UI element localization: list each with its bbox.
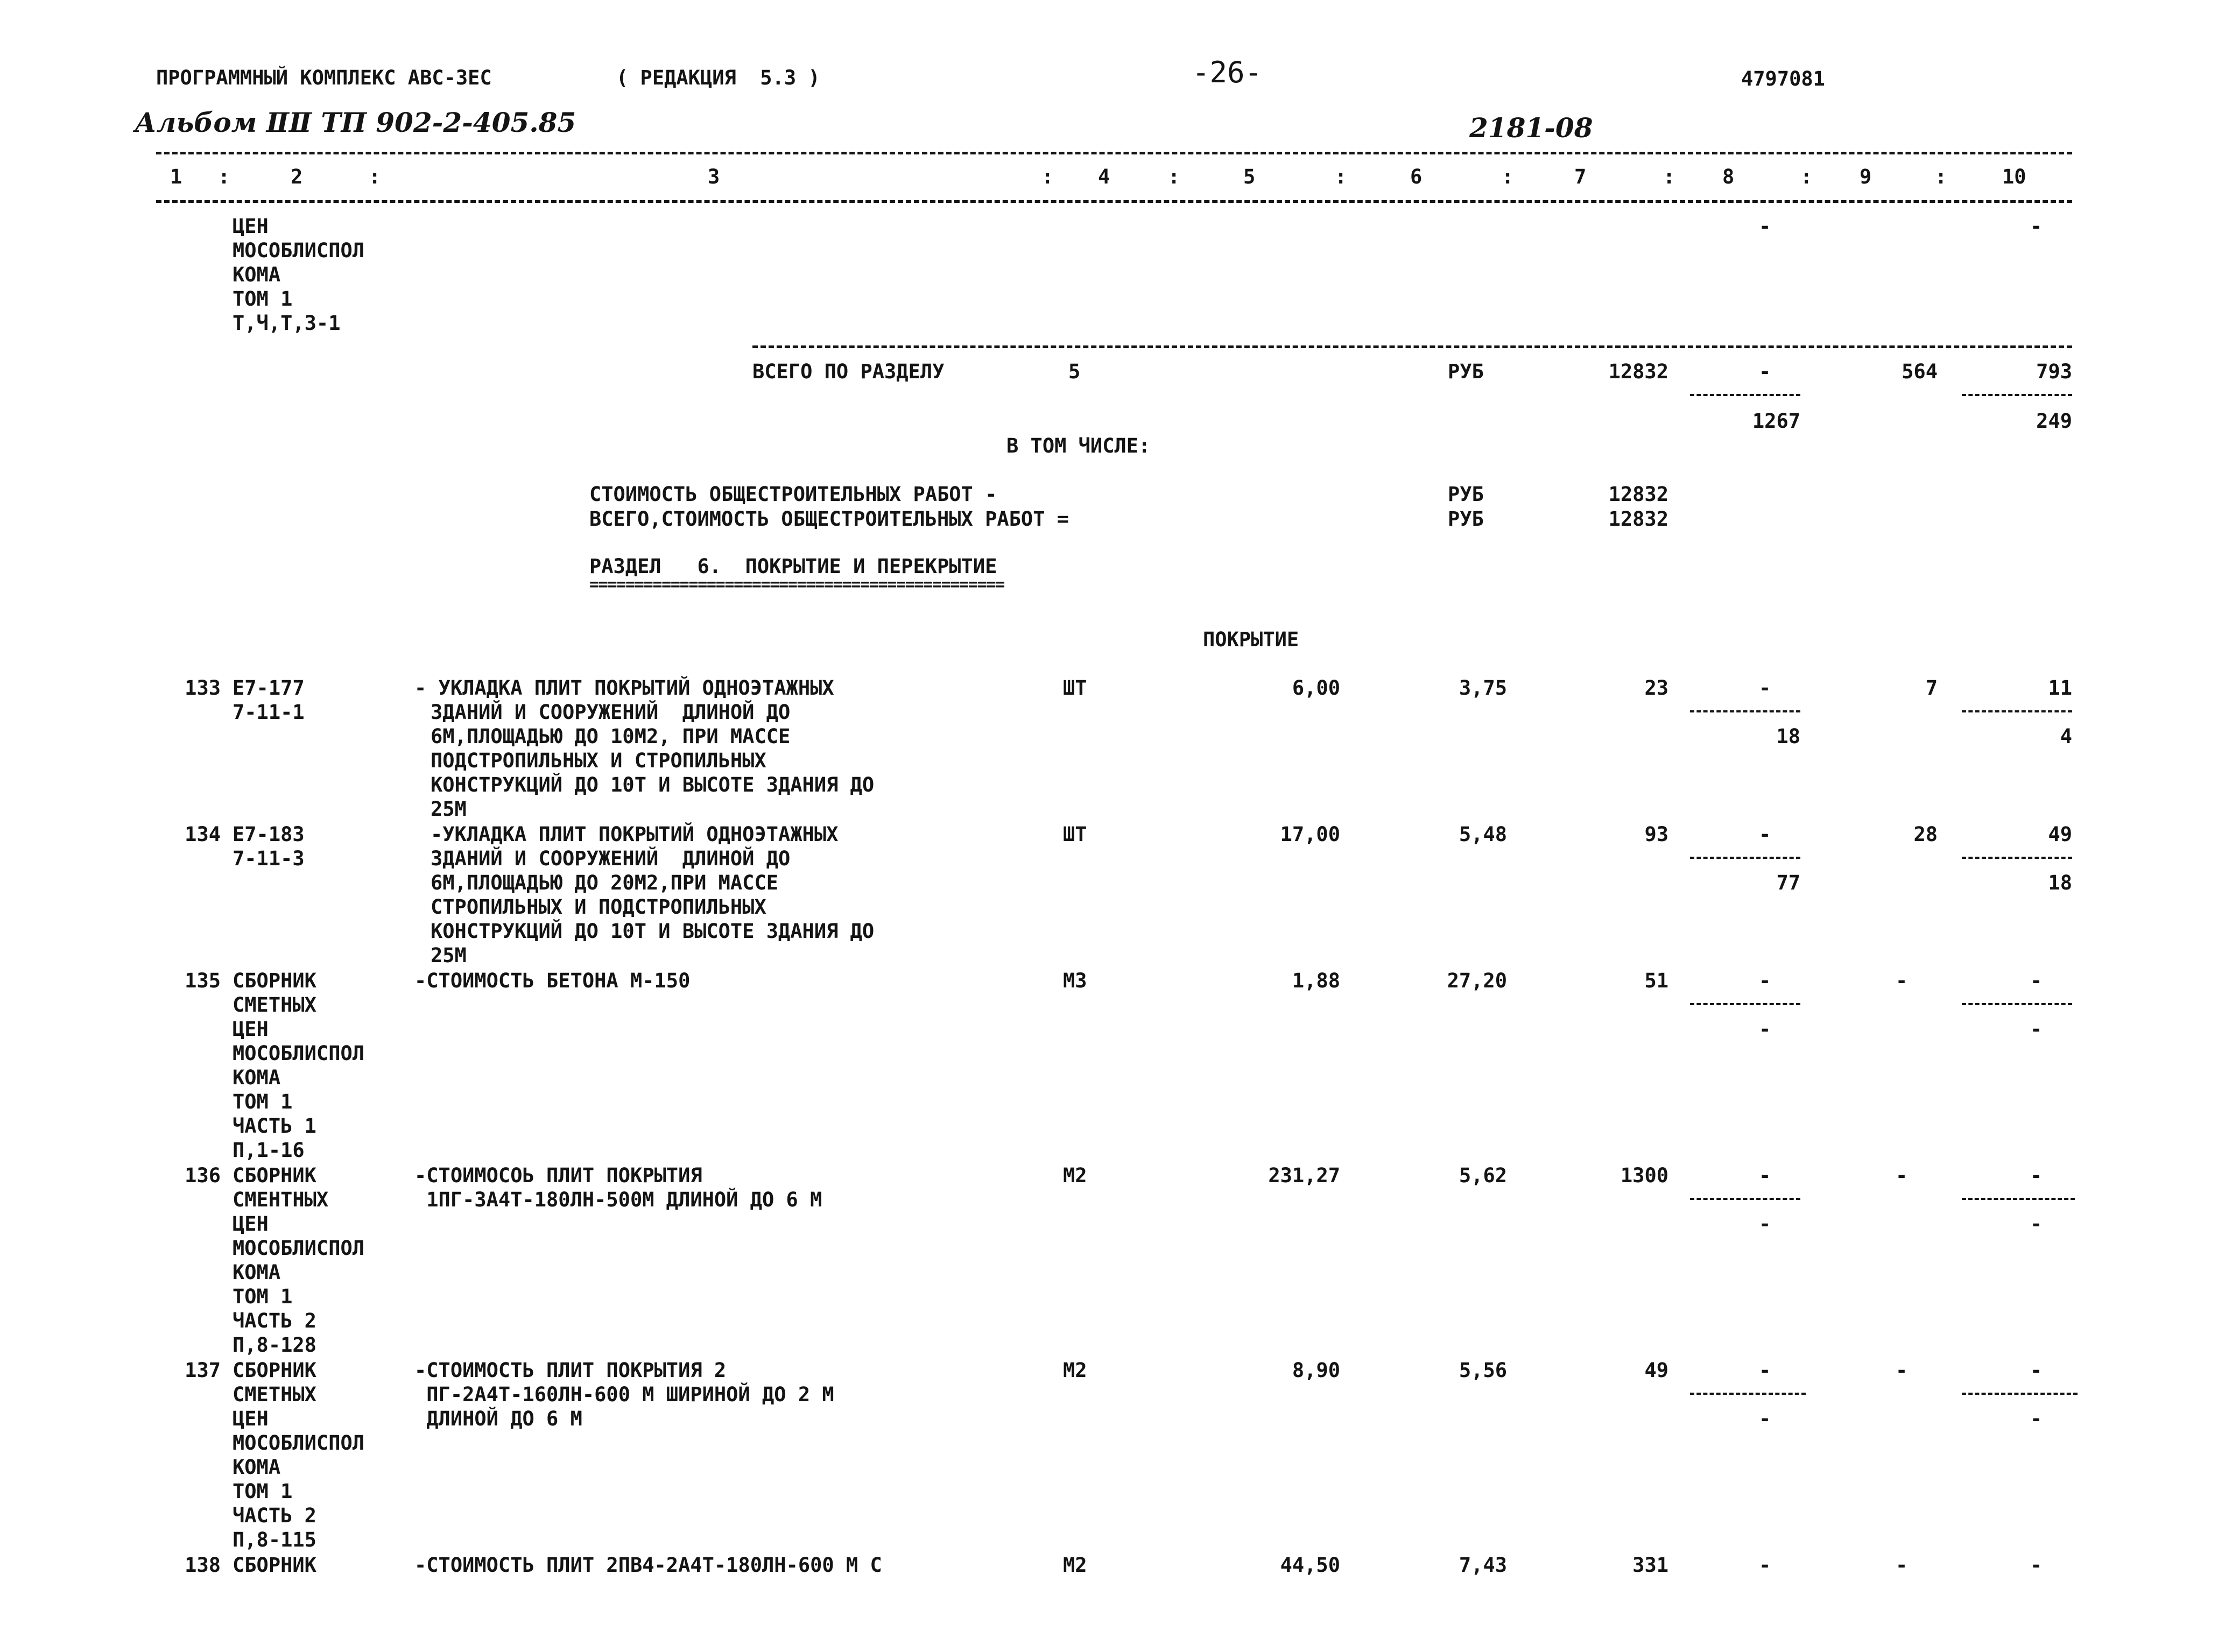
prev-col8-value: - (1759, 215, 1771, 238)
row-code-line: СБОРНИК (233, 1164, 316, 1187)
row-col8-bottom: 77 (1776, 871, 1800, 894)
document-number: 4797081 (1741, 67, 1825, 90)
row-number: 138 (185, 1554, 221, 1577)
row-col9: - (1896, 969, 1908, 992)
row-description-line: 6М,ПЛОЩАДЬЮ ДО 20М2,ПРИ МАССЕ (431, 871, 779, 894)
row-code-line: Е7-177 (233, 676, 305, 700)
row-col9: 28 (1913, 823, 1938, 846)
row-code-line: МОСОБЛИСПОЛ (233, 1237, 365, 1260)
row-description-line: 1ПГ-3А4Т-180ЛН-500М ДЛИНОЙ ДО 6 М (414, 1188, 822, 1211)
prev-source-line: МОСОБЛИСПОЛ (233, 239, 365, 262)
project-code-handwritten: 2181-08 (1469, 112, 1593, 144)
row-number: 135 (185, 969, 221, 992)
row-code-line: П,8-115 (233, 1528, 316, 1551)
column-number: 10 (2002, 165, 2026, 188)
row-code-line: П,1-16 (233, 1139, 305, 1162)
row-col10-top: - (2030, 1554, 2043, 1577)
row-unit-price: 3,75 (1459, 676, 1507, 700)
prev-source-line: ЦЕН (233, 215, 269, 238)
column-separator: : (1663, 165, 1675, 188)
row-col8-top: - (1759, 1554, 1771, 1577)
row-code-line: СБОРНИК (233, 1554, 316, 1577)
row-code-line: МОСОБЛИСПОЛ (233, 1042, 365, 1065)
row-col10-fraction-rule (1962, 1003, 2072, 1005)
row-col10-fraction-rule (1962, 1393, 2078, 1395)
row-description-line: КОНСТРУКЦИЙ ДО 10Т И ВЫСОТЕ ЗДАНИЯ ДО (431, 920, 875, 943)
row-code-line: 7-11-3 (233, 847, 305, 870)
column-number: 2 (291, 165, 303, 188)
subtotal-value: 12832 (1608, 483, 1668, 506)
row-col10-fraction-rule (1962, 1198, 2075, 1200)
row-col10-top: 49 (2048, 823, 2072, 846)
program-name: ПРОГРАММНЫЙ КОМПЛЕКС АВС-ЗЕС (156, 66, 492, 89)
section-title: РАЗДЕЛ 6. ПОКРЫТИЕ И ПЕРЕКРЫТИЕ (589, 555, 997, 578)
row-col9: 7 (1925, 676, 1938, 700)
row-col8-top: - (1759, 1359, 1771, 1382)
row-description-line: - УКЛАДКА ПЛИТ ПОКРЫТИЙ ОДНОЭТАЖНЫХ (414, 676, 834, 700)
row-description-line: 25М (431, 944, 467, 967)
row-code-line: СМЕНТНЫХ (233, 1188, 329, 1211)
row-code-line: 7-11-1 (233, 701, 305, 724)
row-code-line: ТОМ 1 (233, 1480, 293, 1503)
row-col8-fraction-rule (1690, 1393, 1806, 1395)
row-col8-fraction-rule (1690, 1198, 1800, 1200)
total-cost: 12832 (1608, 360, 1668, 383)
row-description-line: КОНСТРУКЦИЙ ДО 10Т И ВЫСОТЕ ЗДАНИЯ ДО (431, 773, 875, 796)
row-col10-bottom: 18 (2048, 871, 2072, 894)
subtotal-unit: РУБ (1448, 507, 1484, 531)
row-code-line: СБОРНИК (233, 1359, 316, 1382)
edition-label: ( РЕДАКЦИЯ 5.3 ) (616, 66, 820, 89)
header-bottom-rule (156, 200, 2072, 203)
row-col8-top: - (1759, 676, 1771, 700)
row-col8-bottom: 18 (1776, 725, 1800, 748)
row-col8-top: - (1759, 1164, 1771, 1187)
row-col8-fraction-rule (1690, 857, 1800, 859)
row-description-line: 25М (431, 797, 467, 821)
row-number: 133 (185, 676, 221, 700)
row-quantity: 6,00 (1292, 676, 1340, 700)
column-number: 9 (1860, 165, 1872, 188)
row-unit: М3 (1063, 969, 1087, 992)
row-code-line: ЦЕН (233, 1018, 269, 1041)
column-separator: : (1935, 165, 1947, 188)
prev-source-line: КОМА (233, 263, 281, 286)
row-cost: 51 (1644, 969, 1668, 992)
row-quantity: 1,88 (1292, 969, 1340, 992)
row-col8-fraction-rule (1690, 1003, 1800, 1005)
row-col10-bottom: - (2030, 1407, 2043, 1430)
row-unit-price: 7,43 (1459, 1554, 1507, 1577)
page-number: -26- (1192, 55, 1263, 89)
row-code-line: КОМА (233, 1066, 281, 1089)
header-top-rule (156, 152, 2072, 154)
row-number: 137 (185, 1359, 221, 1382)
total-col9: 564 (1902, 360, 1938, 383)
section-title-underline: ============================================== (589, 575, 1005, 594)
row-quantity: 44,50 (1280, 1554, 1340, 1577)
row-code-line: ТОМ 1 (233, 1090, 293, 1113)
row-col10-top: 11 (2048, 676, 2072, 700)
row-description-line: -СТОИМОСТЬ ПЛИТ ПОКРЫТИЯ 2 (414, 1359, 727, 1382)
subtotal-unit: РУБ (1448, 483, 1484, 506)
row-code-line: СМЕТНЫХ (233, 1383, 316, 1406)
row-description-line: 6М,ПЛОЩАДЬЮ ДО 10М2, ПРИ МАССЕ (431, 725, 791, 748)
subsection-heading: ПОКРЫТИЕ (1203, 628, 1299, 651)
row-code-line: КОМА (233, 1456, 281, 1479)
row-code-line: ЧАСТЬ 1 (233, 1114, 316, 1138)
row-unit-price: 27,20 (1447, 969, 1507, 992)
row-description-line: -СТОИМОСОЬ ПЛИТ ПОКРЫТИЯ (414, 1164, 702, 1187)
row-quantity: 231,27 (1268, 1164, 1340, 1187)
album-handwritten-label: Альбом ⅡⅡ ТП 902-2-405.85 (135, 107, 576, 138)
column-number: 5 (1243, 165, 1256, 188)
subtotal-label: СТОИМОСТЬ ОБЩЕСТРОИТЕЛЬНЫХ РАБОТ - (589, 483, 997, 506)
row-col9: - (1896, 1554, 1908, 1577)
total-label: ВСЕГО ПО РАЗДЕЛУ (752, 360, 945, 383)
row-description-line: -УКЛАДКА ПЛИТ ПОКРЫТИЙ ОДНОЭТАЖНЫХ (431, 823, 839, 846)
row-unit: ШТ (1063, 676, 1087, 700)
row-description-line: ЗДАНИЙ И СООРУЖЕНИЙ ДЛИНОЙ ДО (431, 701, 791, 724)
row-code-line: ЦЕН (233, 1212, 269, 1236)
row-unit: М2 (1063, 1164, 1087, 1187)
row-unit-price: 5,48 (1459, 823, 1507, 846)
column-separator: : (1168, 165, 1180, 188)
row-col8-top: - (1759, 823, 1771, 846)
row-description-line: -СТОИМОСТЬ ПЛИТ 2ПВ4-2А4Т-180ЛН-600 М С (414, 1554, 882, 1577)
row-code-line: ЧАСТЬ 2 (233, 1504, 316, 1527)
row-code-line: ЦЕН (233, 1407, 269, 1430)
total-section-number: 5 (1068, 360, 1081, 383)
column-number: 3 (708, 165, 720, 188)
row-code-line: КОМА (233, 1261, 281, 1284)
row-col10-top: - (2030, 1164, 2043, 1187)
total-col8-fraction-rule (1690, 394, 1800, 396)
prev-col10-value: - (2030, 215, 2043, 238)
row-cost: 49 (1644, 1359, 1668, 1382)
row-number: 134 (185, 823, 221, 846)
row-unit: ШТ (1063, 823, 1087, 846)
row-code-line: ТОМ 1 (233, 1285, 293, 1308)
row-cost: 23 (1644, 676, 1668, 700)
row-unit-price: 5,56 (1459, 1359, 1507, 1382)
row-col10-fraction-rule (1962, 710, 2072, 712)
total-col10-top: 793 (2036, 360, 2072, 383)
row-description-line: -СТОИМОСТЬ БЕТОНА М-150 (414, 969, 691, 992)
prev-source-line: ТОМ 1 (233, 287, 293, 310)
row-col8-bottom: - (1759, 1407, 1771, 1430)
row-cost: 1300 (1620, 1164, 1668, 1187)
column-separator: : (1800, 165, 1813, 188)
total-col10-fraction-rule (1962, 394, 2072, 396)
row-col8-bottom: - (1759, 1018, 1771, 1041)
row-col8-top: - (1759, 969, 1771, 992)
total-col10-bottom: 249 (2036, 410, 2072, 433)
row-col10-top: - (2030, 969, 2043, 992)
row-quantity: 8,90 (1292, 1359, 1340, 1382)
total-unit: РУБ (1448, 360, 1484, 383)
row-col8-fraction-rule (1690, 710, 1800, 712)
total-rule (752, 345, 2072, 348)
column-separator: : (1041, 165, 1054, 188)
row-col10-fraction-rule (1962, 857, 2072, 859)
column-separator: : (369, 165, 381, 188)
column-number: 7 (1574, 165, 1587, 188)
row-description-line: СТРОПИЛЬНЫХ И ПОДСТРОПИЛЬНЫХ (431, 895, 766, 919)
row-quantity: 17,00 (1280, 823, 1340, 846)
row-col10-bottom: 4 (2060, 725, 2072, 748)
column-number: 8 (1722, 165, 1735, 188)
total-col8-bottom: 1267 (1752, 410, 1800, 433)
subtotal-value: 12832 (1608, 507, 1668, 531)
row-col10-bottom: - (2030, 1018, 2043, 1041)
column-separator: : (1502, 165, 1514, 188)
including-heading: В ТОМ ЧИСЛЕ: (1006, 434, 1151, 457)
column-number: 1 (170, 165, 182, 188)
subtotal-label: ВСЕГО,СТОИМОСТЬ ОБЩЕСТРОИТЕЛЬНЫХ РАБОТ = (589, 507, 1069, 531)
row-code-line: СБОРНИК (233, 969, 316, 992)
row-col10-top: - (2030, 1359, 2043, 1382)
row-description-line: ПГ-2А4Т-160ЛН-600 М ШИРИНОЙ ДО 2 М (414, 1383, 834, 1406)
row-col9: - (1896, 1359, 1908, 1382)
column-number: 4 (1098, 165, 1110, 188)
row-unit-price: 5,62 (1459, 1164, 1507, 1187)
row-unit: М2 (1063, 1554, 1087, 1577)
row-code-line: П,8-128 (233, 1333, 316, 1357)
row-col10-bottom: - (2030, 1212, 2043, 1236)
row-description-line: ДЛИНОЙ ДО 6 М (414, 1407, 582, 1430)
row-description-line: ПОДСТРОПИЛЬНЫХ И СТРОПИЛЬНЫХ (431, 749, 766, 772)
total-col8-top: - (1759, 360, 1771, 383)
column-number: 6 (1410, 165, 1423, 188)
row-cost: 331 (1632, 1554, 1668, 1577)
column-separator: : (1335, 165, 1347, 188)
row-unit: М2 (1063, 1359, 1087, 1382)
row-number: 136 (185, 1164, 221, 1187)
row-code-line: СМЕТНЫХ (233, 993, 316, 1016)
prev-source-line: Т,Ч,Т,3-1 (233, 312, 341, 335)
row-code-line: Е7-183 (233, 823, 305, 846)
row-cost: 93 (1644, 823, 1668, 846)
row-code-line: МОСОБЛИСПОЛ (233, 1431, 365, 1455)
column-separator: : (218, 165, 230, 188)
row-code-line: ЧАСТЬ 2 (233, 1309, 316, 1332)
row-description-line: ЗДАНИЙ И СООРУЖЕНИЙ ДЛИНОЙ ДО (431, 847, 791, 870)
row-col8-bottom: - (1759, 1212, 1771, 1236)
row-col9: - (1896, 1164, 1908, 1187)
